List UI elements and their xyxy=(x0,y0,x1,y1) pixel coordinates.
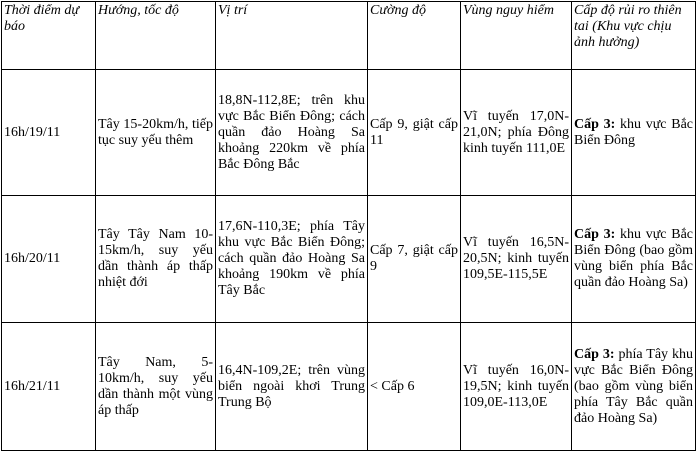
storm-forecast-table xyxy=(1,1,696,451)
cell-risk xyxy=(572,196,696,323)
cell-danger-zone: Vĩ tuyến 17,0N-21,0N; phía Đông kinh tuyến 111,0E xyxy=(461,70,572,196)
cell-position: 17,6N-110,3E; phía Tây khu vực Bắc Biển Đông; cách quần đảo Hoàng Sa khoảng 190km về phía Tây Bắc xyxy=(216,196,368,323)
cell-time: 16h/19/11 xyxy=(2,70,96,196)
cell-time: 16h/21/11 xyxy=(2,323,96,451)
cell-intensity: Cấp 9, giật cấp 11 xyxy=(368,70,461,196)
header-intensity: Cường độ xyxy=(368,2,461,70)
cell-direction: Tây Tây Nam 10-15km/h, suy yếu dần thành áp thấp nhiệt đới xyxy=(96,196,216,323)
header-direction-speed: Hướng, tốc độ xyxy=(96,2,216,70)
risk-level-label: Cấp 3: xyxy=(574,227,616,242)
header-risk-level: Cấp độ rủi ro thiên tai (Khu vực chịu ảnh hưởng) xyxy=(572,2,696,70)
table-row xyxy=(2,70,696,196)
cell-risk xyxy=(572,70,696,196)
cell-time: 16h/20/11 xyxy=(2,196,96,323)
table-header-row xyxy=(2,2,696,70)
header-forecast-time: Thời điểm dự báo xyxy=(2,2,96,70)
cell-position: 18,8N-112,8E; trên khu vực Bắc Biển Đông; cách quần đảo Hoàng Sa khoảng 220km về phía Bắc Đông Bắc xyxy=(216,70,368,196)
risk-area-text: phía Tây khu vực Bắc Biển Đông (bao gồm vùng biển phía Tây Bắc quần đảo Hoàng Sa) xyxy=(574,346,693,426)
cell-direction: Tây 15-20km/h, tiếp tục suy yếu thêm xyxy=(96,70,216,196)
risk-level-label: Cấp 3: xyxy=(574,116,616,132)
cell-intensity: < Cấp 6 xyxy=(368,323,461,451)
cell-danger-zone: Vĩ tuyến 16,0N-19,5N; kinh tuyến 109,0E-113,0E xyxy=(461,323,572,451)
risk-level-label: Cấp 3: xyxy=(574,346,615,362)
cell-intensity: Cấp 7, giật cấp 9 xyxy=(368,196,461,323)
header-position: Vị trí xyxy=(216,2,368,70)
header-danger-zone: Vùng nguy hiểm xyxy=(461,2,572,70)
table-row xyxy=(2,323,696,451)
risk-area-text: khu vực Bắc Biển Đông (bao gồm vùng biển phía Bắc quần đảo Hoàng Sa) xyxy=(574,227,693,290)
cell-position: 16,4N-109,2E; trên vùng biển ngoài khơi Trung Trung Bộ xyxy=(216,323,368,451)
table-row xyxy=(2,196,696,323)
cell-danger-zone: Vĩ tuyến 16,5N-20,5N; kinh tuyến 109,5E-115,5E xyxy=(461,196,572,323)
cell-risk xyxy=(572,323,696,451)
cell-direction: Tây Nam, 5-10km/h, suy yếu dần thành một vùng áp thấp xyxy=(96,323,216,451)
risk-area-text: khu vực Bắc Biển Đông xyxy=(574,116,693,148)
